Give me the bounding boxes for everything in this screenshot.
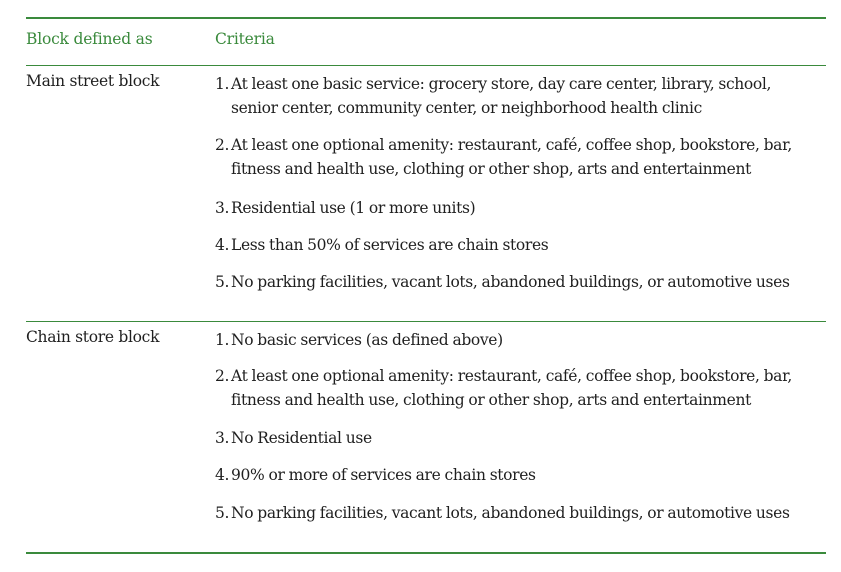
bottom-rule <box>26 552 826 554</box>
criterion-text: At least one basic service: grocery store, day care center, library, school, senior center, community center, or neighborhood health clinic <box>231 75 772 117</box>
criterion-text: No parking facilities, vacant lots, abandoned buildings, or automotive uses <box>231 504 790 522</box>
criterion-text: At least one optional amenity: restaurant, café, coffee shop, bookstore, bar, fitness and health use, clothing or other shop, arts and entertainment <box>231 367 793 409</box>
criterion-item <box>215 196 815 220</box>
criterion-item <box>215 72 815 120</box>
criterion-number: 1. <box>215 331 230 349</box>
criterion-item <box>215 270 815 294</box>
criterion-text: 90% or more of services are chain stores <box>231 466 536 484</box>
criterion-item <box>215 364 815 412</box>
criterion-item <box>215 501 815 525</box>
criterion-number: 2. <box>215 367 230 385</box>
criterion-number: 3. <box>215 199 230 217</box>
header-criteria: Criteria <box>215 30 275 48</box>
criterion-text: No Residential use <box>231 429 372 447</box>
criterion-text: No parking facilities, vacant lots, abandoned buildings, or automotive uses <box>231 273 790 291</box>
section-label: Chain store block <box>26 328 160 346</box>
header-block-defined-as: Block defined as <box>26 30 153 48</box>
criterion-number: 5. <box>215 273 230 291</box>
criterion-item <box>215 463 815 487</box>
criterion-number: 4. <box>215 466 230 484</box>
section-chain-store-block <box>26 322 826 552</box>
criterion-number: 1. <box>215 75 230 93</box>
criterion-number: 3. <box>215 429 230 447</box>
section-main-street-block <box>26 66 826 321</box>
criteria-table <box>26 17 826 554</box>
criterion-text: Less than 50% of services are chain stores <box>231 236 549 254</box>
criterion-number: 2. <box>215 136 230 154</box>
criterion-item <box>215 328 815 352</box>
criterion-item <box>215 426 815 450</box>
criterion-text: At least one optional amenity: restaurant, café, coffee shop, bookstore, bar, fitness and health use, clothing or other shop, arts and entertainment <box>231 136 793 178</box>
criterion-item <box>215 133 815 181</box>
table-header <box>26 19 826 65</box>
criterion-number: 5. <box>215 504 230 522</box>
criterion-item <box>215 233 815 257</box>
criterion-text: No basic services (as defined above) <box>231 331 503 349</box>
criterion-number: 4. <box>215 236 230 254</box>
section-label: Main street block <box>26 72 160 90</box>
criterion-text: Residential use (1 or more units) <box>231 199 476 217</box>
